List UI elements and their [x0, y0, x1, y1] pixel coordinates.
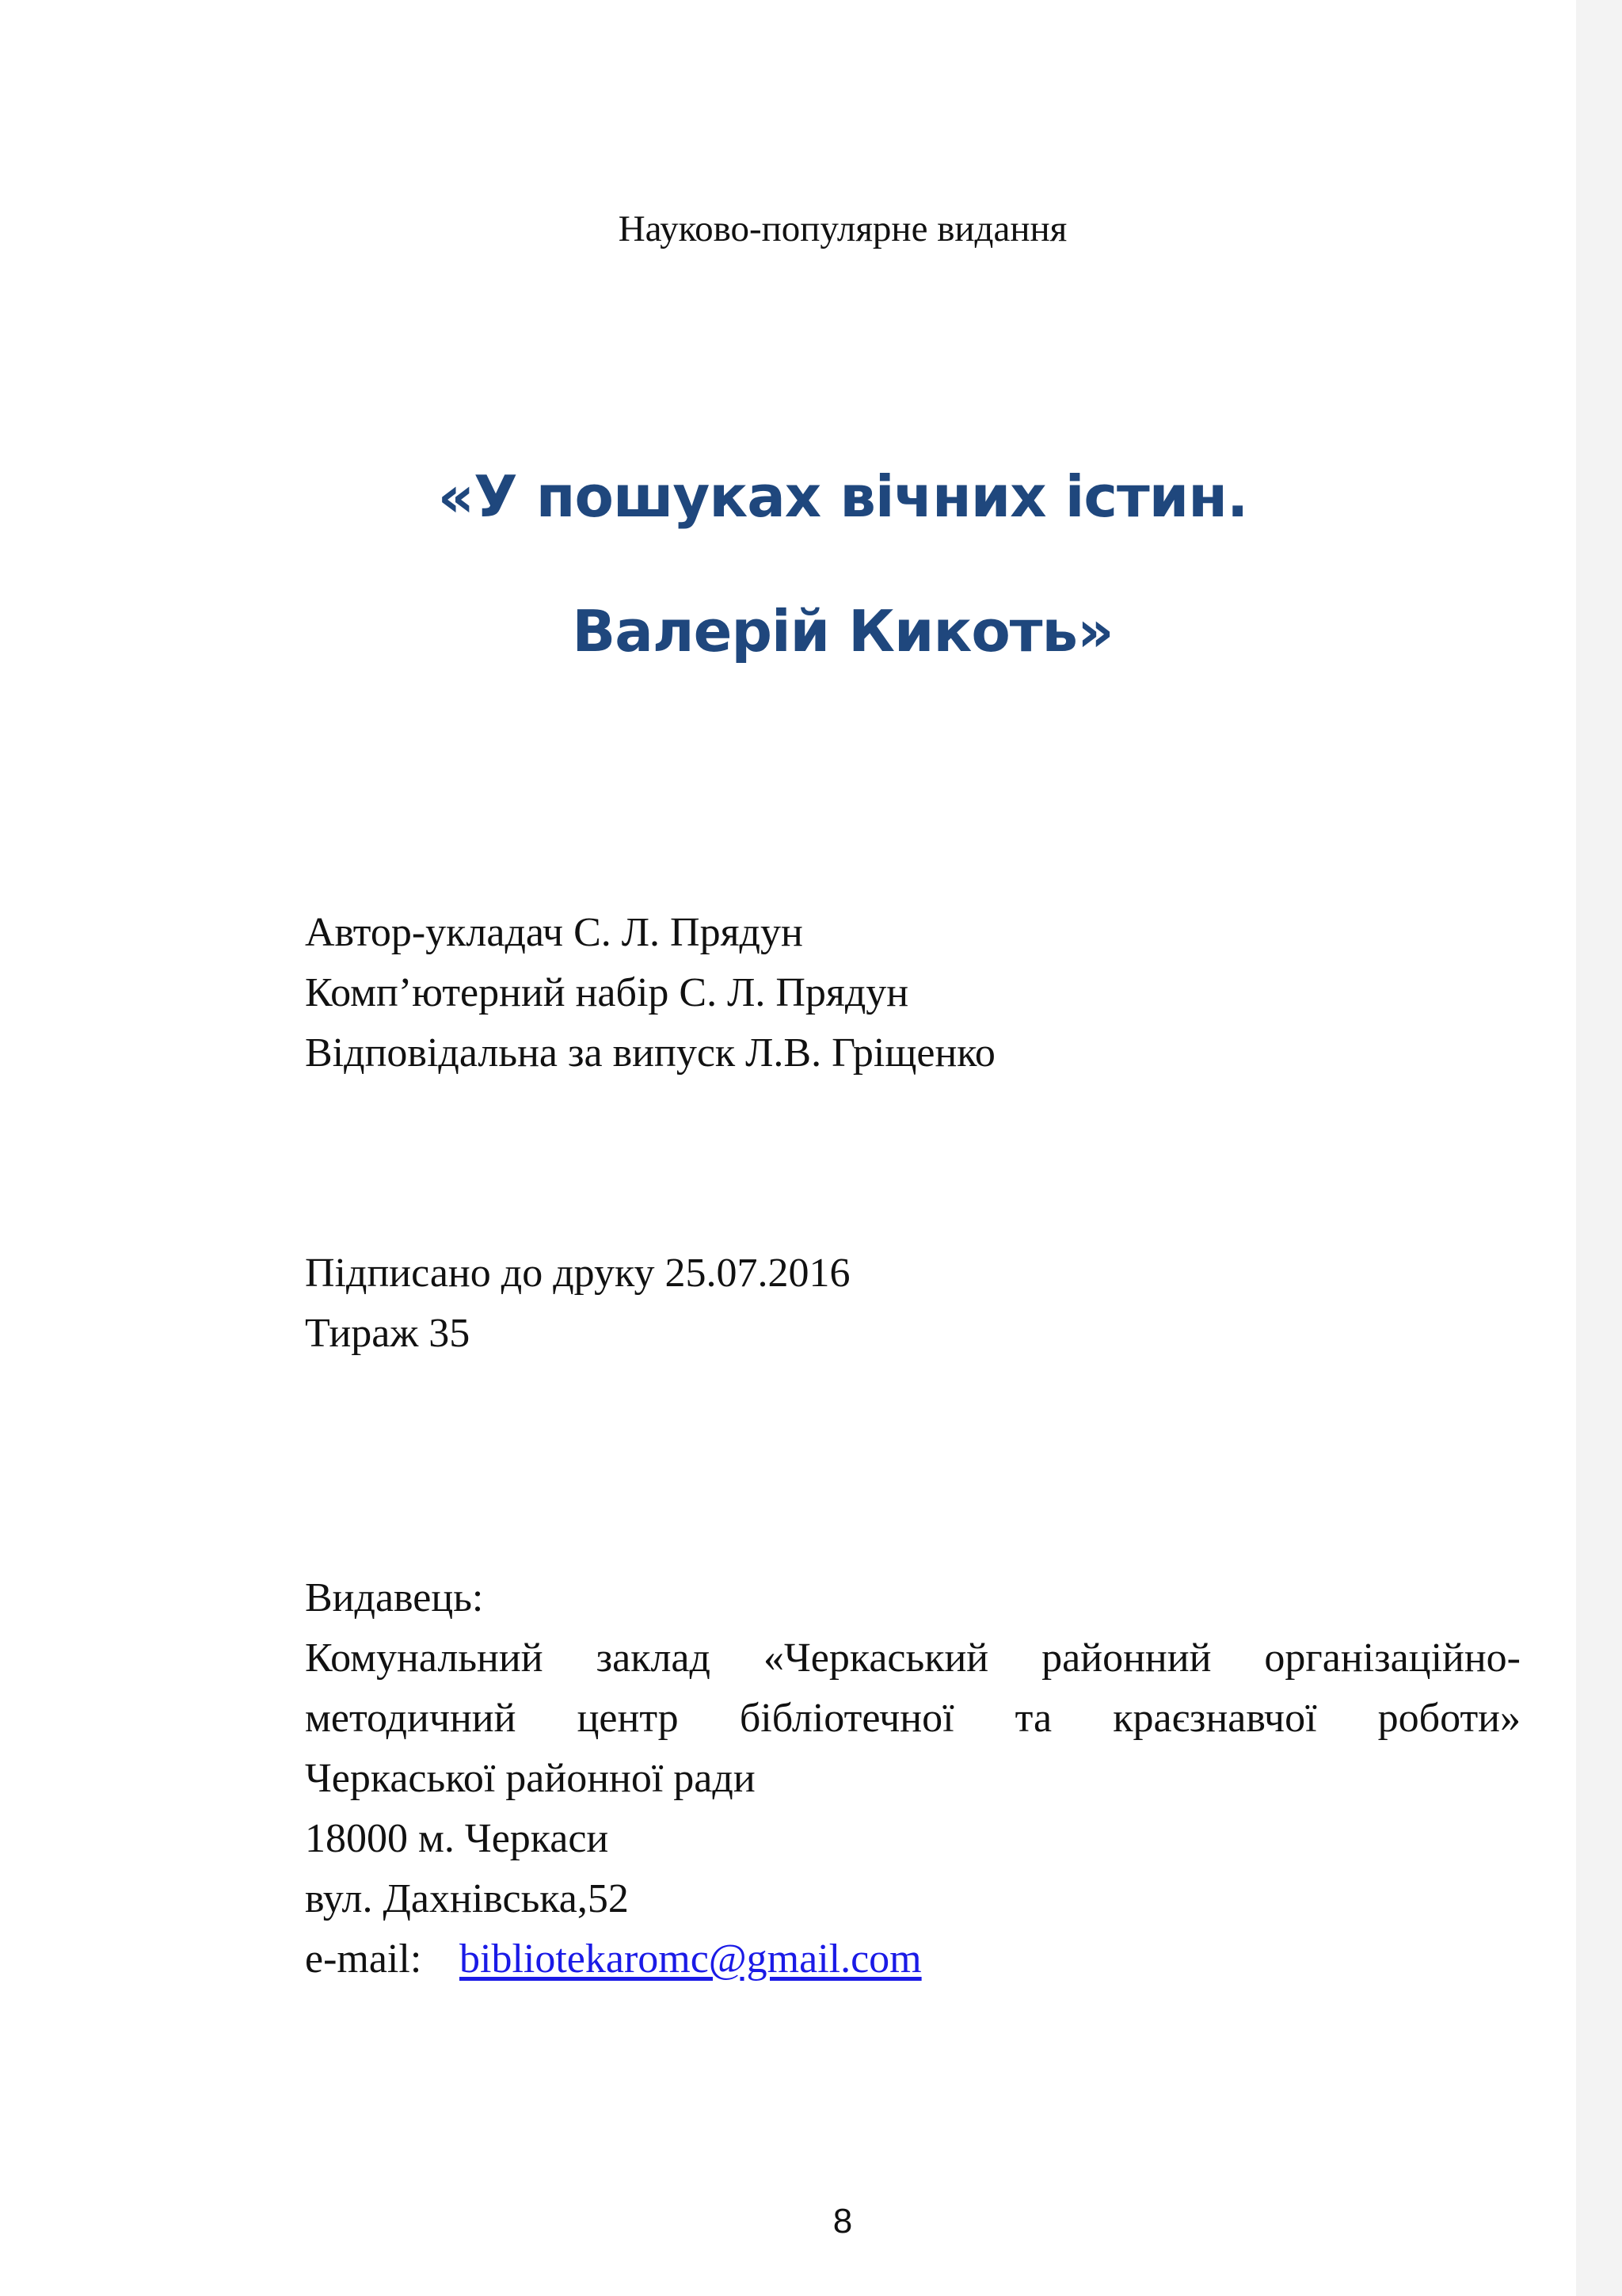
- publisher-street: вул. Дахнівська,52: [305, 1876, 629, 1921]
- publisher-email-row: [305, 1929, 1521, 1989]
- email-label: e-mail:: [305, 1936, 422, 1982]
- credits-block: [305, 903, 996, 1083]
- email-link[interactable]: bibliotekaromc@gmail.com: [459, 1936, 922, 1982]
- publisher-name-line-2: методичний центр бібліотечної та краєзнавчої роботи»: [305, 1696, 1521, 1741]
- publisher-name-line-3: Черкаської районної ради: [305, 1756, 756, 1801]
- page-number: 8: [832, 2202, 853, 2241]
- compiler-line: Автор-укладач С. Л. Прядун: [305, 910, 803, 955]
- print-info-block: [305, 1243, 851, 1364]
- book-title-line-1: «У пошуках вічних істин.: [437, 463, 1248, 530]
- typesetting-line: Комп’ютерний набір С. Л. Прядун: [305, 970, 909, 1015]
- book-title-line-2: Валерій Кикоть»: [572, 598, 1114, 664]
- publisher-label: Видавець:: [305, 1575, 484, 1620]
- edition-type: Науково-популярне видання: [618, 208, 1068, 249]
- publisher-name-line-1: Комунальний заклад «Черкаський районний організаційно-: [305, 1635, 1521, 1681]
- publisher-city: 18000 м. Черкаси: [305, 1816, 609, 1861]
- circulation-line: Тираж 35: [305, 1311, 470, 1356]
- responsible-line: Відповідальна за випуск Л.В. Гріщенко: [305, 1030, 996, 1076]
- signed-for-print-line: Підписано до друку 25.07.2016: [305, 1251, 851, 1296]
- page-edge-shade: [1576, 0, 1622, 2296]
- publisher-block: [305, 1568, 1521, 1989]
